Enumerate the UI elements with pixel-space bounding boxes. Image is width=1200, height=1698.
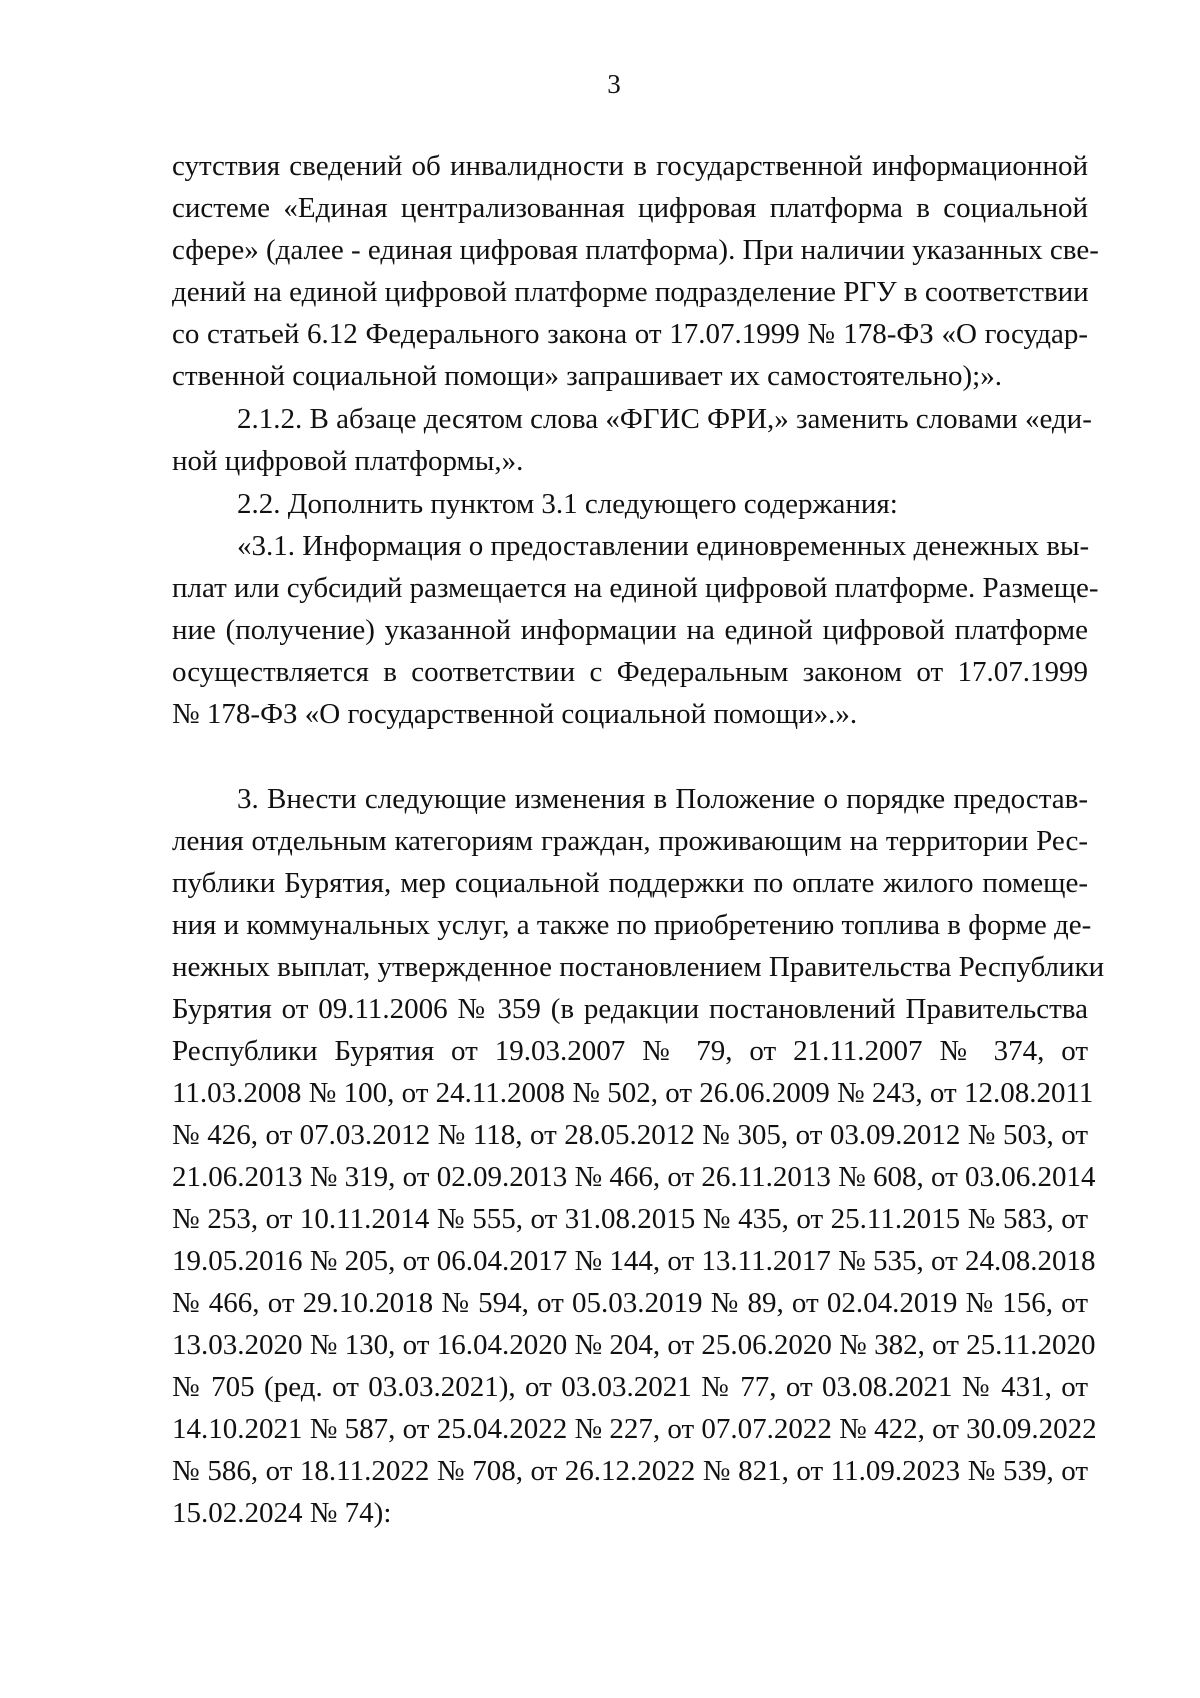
text-line: № 178-ФЗ «О государственной социальной помощи».». [172,698,858,730]
text-line: 19.05.2016 № 205, от 06.04.2017 № 144, от 13.11.2017 № 535, от 24.08.2018 [172,1245,1096,1277]
page-number: 3 [607,69,621,99]
text-line: «3.1. Информация о предоставлении единовременных денежных вы- [237,530,1090,562]
text-line: нежных выплат, утвержденное постановлением Правительства Республики [172,951,1105,983]
text-line: № 586, от 18.11.2022 № 708, от 26.12.2022 № 821, от 11.09.2023 № 539, от [172,1455,1088,1487]
text-line: дений на единой цифровой платформе подразделение РГУ в соответствии [172,276,1089,308]
text-line: № 253, от 10.11.2014 № 555, от 31.08.2015 № 435, от 25.11.2015 № 583, от [172,1203,1088,1235]
text-line: 3. Внести следующие изменения в Положение о порядке предостав- [237,783,1088,815]
text-line: осуществляется в соответствии с Федеральным законом от 17.07.1999 [172,656,1088,688]
text-line: ственной социальной помощи» запрашивает их самостоятельно);». [172,360,1002,392]
text-line: 2.1.2. В абзаце десятом слова «ФГИС ФРИ,» заменить словами «еди- [237,403,1092,435]
text-line: со статьей 6.12 Федерального закона от 17.07.1999 № 178-ФЗ «О государ- [172,318,1088,350]
text-line: 11.03.2008 № 100, от 24.11.2008 № 502, от 26.06.2009 № 243, от 12.08.2011 [172,1077,1094,1109]
text-line: Бурятия от 09.11.2006 № 359 (в редакции постановлений Правительства [172,993,1088,1025]
text-line: 15.02.2024 № 74): [172,1497,392,1529]
text-line: № 426, от 07.03.2012 № 118, от 28.05.2012 № 305, от 03.09.2012 № 503, от [172,1119,1088,1151]
text-line: публики Бурятия, мер социальной поддержки по оплате жилого помеще- [172,867,1088,899]
text-line: ния и коммунальных услуг, а также по приобретению топлива в форме де- [172,909,1092,941]
text-line: ние (получение) указанной информации на единой цифровой платформе [172,614,1088,646]
text-line: № 705 (ред. от 03.03.2021), от 03.03.2021 № 77, от 03.08.2021 № 431, от [172,1371,1088,1403]
text-line: № 466, от 29.10.2018 № 594, от 05.03.2019 № 89, от 02.04.2019 № 156, от [172,1287,1088,1319]
text-line: системе «Единая централизованная цифровая платформа в социальной [172,192,1088,224]
text-line: Республики Бурятия от 19.03.2007 № 79, от 21.11.2007 № 374, от [172,1035,1088,1067]
text-line: плат или субсидий размещается на единой цифровой платформе. Размеще- [172,572,1099,604]
text-line: 13.03.2020 № 130, от 16.04.2020 № 204, от 25.06.2020 № 382, от 25.11.2020 [172,1329,1096,1361]
text-line: сутствия сведений об инвалидности в государственной информационной [172,150,1088,182]
text-line: 21.06.2013 № 319, от 02.09.2013 № 466, от 26.11.2013 № 608, от 03.06.2014 [172,1161,1096,1193]
text-line: сфере» (далее - единая цифровая платформа). При наличии указанных све- [172,234,1099,266]
text-line: ления отдельным категориям граждан, проживающим на территории Рес- [172,825,1088,857]
text-line: 14.10.2021 № 587, от 25.04.2022 № 227, от 07.07.2022 № 422, от 30.09.2022 [172,1413,1097,1445]
text-line: 2.2. Дополнить пунктом 3.1 следующего содержания: [237,488,898,520]
text-line: ной цифровой платформы,». [172,445,524,477]
